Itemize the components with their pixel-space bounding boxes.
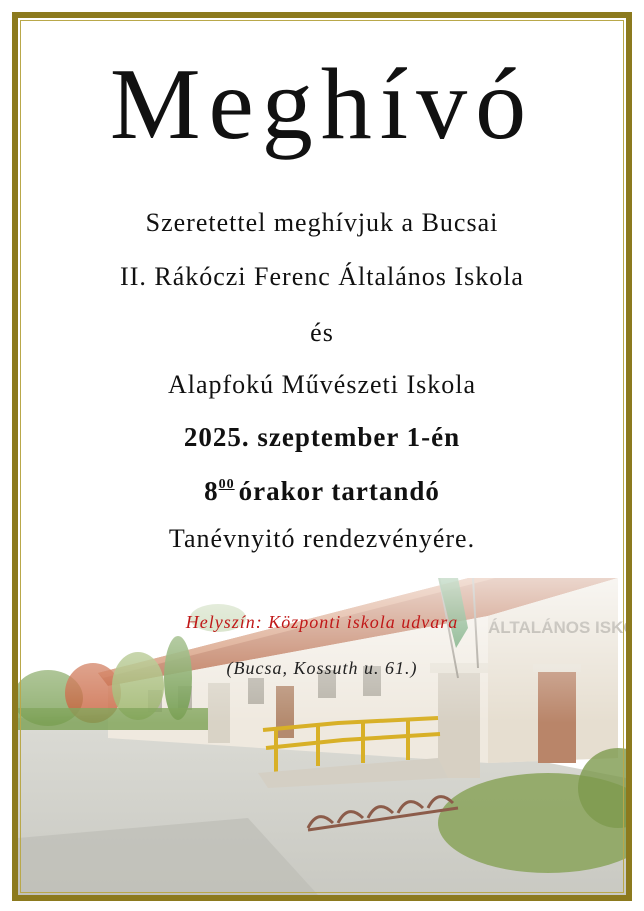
event-address: (Bucsa, Kossuth u. 61.) xyxy=(226,658,418,678)
event-name: Tanévnyitó rendezvényére. xyxy=(168,524,476,553)
frame-inner-border xyxy=(20,20,624,893)
invitation-title: Meghívó xyxy=(109,48,535,161)
invite-line-2: II. Rákóczi Ferenc Általános Iskola xyxy=(120,262,524,291)
event-hour: 8 xyxy=(204,476,219,506)
invite-line-3: és xyxy=(310,318,334,347)
event-time-rest: órakor tartandó xyxy=(238,476,440,506)
event-minutes: 00 xyxy=(218,477,235,492)
invite-line-4: Alapfokú Művészeti Iskola xyxy=(167,370,477,399)
invitation-frame xyxy=(12,12,632,901)
event-location: Helyszín: Központi iskola udvara xyxy=(185,612,459,632)
invite-line-1: Szeretettel meghívjuk a Bucsai xyxy=(145,208,499,237)
event-date: 2025. szeptember 1-én xyxy=(183,422,461,452)
